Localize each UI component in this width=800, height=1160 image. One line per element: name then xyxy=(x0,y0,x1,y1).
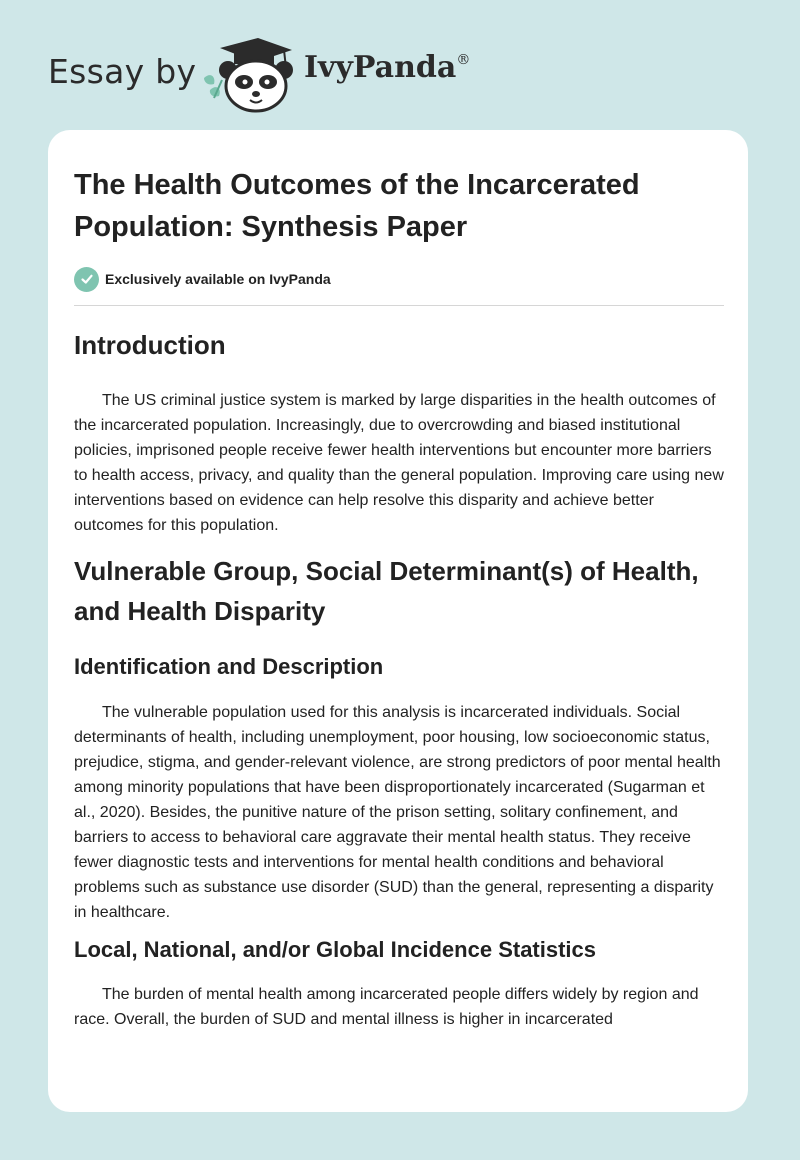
article-title: The Health Outcomes of the Incarcerated Population: Synthesis Paper xyxy=(74,169,640,243)
statistics-heading: Local, National, and/or Global Incidence Statistics xyxy=(74,937,597,962)
essay-by-label: Essay by xyxy=(48,52,197,91)
introduction-paragraph: The US criminal justice system is marked by large disparities in the health outcomes of the incarcerated population. Increasingly, due to overcrowding and biased institutional policies, imprisoned people receive fewer health interventions but encounter more barriers to health access, privacy, and quality than the general population. Improving care using new interventions based on evidence can help resolve this disparity and achieve better outcomes for this population. xyxy=(74,392,724,534)
brand-name: IvyPanda® xyxy=(304,50,471,85)
statistics-paragraph: The burden of mental health among incarcerated people differs widely by region and race. Overall, the burden of SUD and mental illness is higher in incarcerated xyxy=(74,986,699,1028)
exclusive-label: Exclusively available on IvyPanda xyxy=(105,271,331,287)
panda-graduate-icon xyxy=(200,34,296,114)
identification-paragraph: The vulnerable population used for this analysis is incarcerated individuals. Social determinants of health, including unemployment, poor housing, low socioeconomic status, prejudice, stigma, and gender-relevant violence, are strong predictors of poor mental health among minority populations that have been disproportionately incarcerated (Sugarman et al., 2020). Besides, the punitive nature of the prison setting, solitary confinement, and barriers to access to behavioral care aggravate their mental health status. They receive fewer diagnostic tests and interventions for mental health conditions and behavioral problems such as substance use disorder (SUD) than the general, representing a disparity in healthcare. xyxy=(74,704,721,921)
divider xyxy=(74,305,724,306)
check-icon xyxy=(74,267,99,292)
article-content xyxy=(74,130,724,1032)
introduction-heading: Introduction xyxy=(74,330,226,360)
site-header xyxy=(48,34,748,114)
article-card xyxy=(48,130,748,1112)
exclusive-badge xyxy=(74,266,724,292)
vulnerable-group-heading: Vulnerable Group, Social Determinant(s) of Health, and Health Disparity xyxy=(74,556,699,626)
identification-heading: Identification and Description xyxy=(74,654,384,679)
